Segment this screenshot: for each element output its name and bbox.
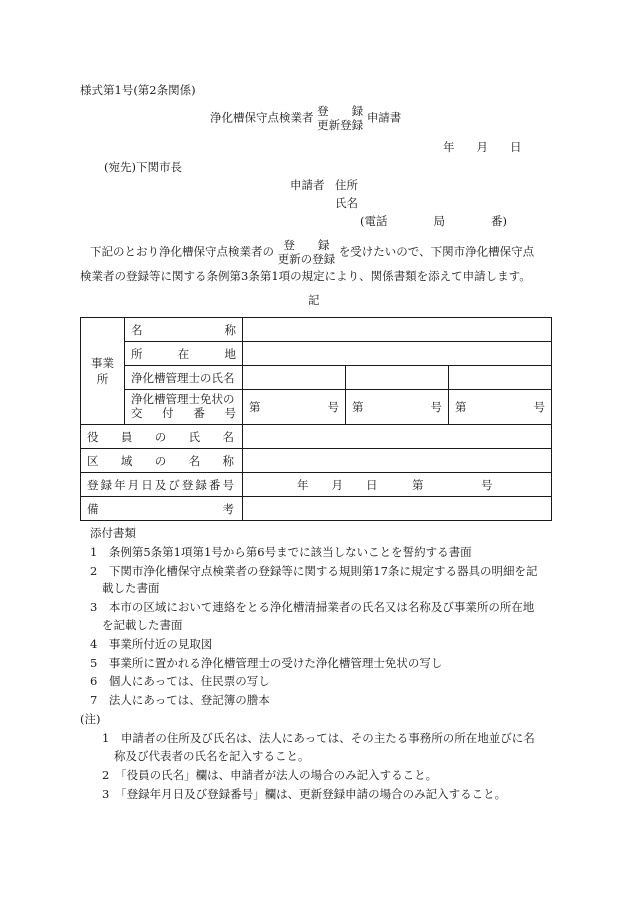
body-text-post: を受けたいので、下関市浄化槽保守点 [338,244,535,259]
row-label-location: 所 在 地 [125,342,243,366]
form-number: 様式第1号(第2条関係) [80,83,196,97]
license-number-field-2[interactable]: 第 号 [346,390,449,425]
office-group-label: 事業所 [81,318,125,425]
attachments-heading: 添付書類 [90,526,136,540]
officers-field[interactable] [243,425,552,449]
manager-name-field-2[interactable] [346,366,449,390]
remarks-field[interactable] [243,497,552,521]
row-label-remarks: 備 考 [81,497,243,521]
office-name-field[interactable] [243,318,552,342]
attachment-2: 2 下関市浄化槽保守点検業者の登録等に関する規則第17条に規定する器具の明細を記 [90,564,538,578]
applicant-name: 氏名 [335,196,358,210]
attachment-2-cont: 載した書面 [102,581,160,595]
attachment-3-cont: を記載した書面 [102,618,183,632]
attachment-5: 5 事業所に置かれる浄化槽管理士の受けた浄化槽管理士免状の写し [90,656,443,670]
attachment-1: 1 条例第5条第1項第1号から第6号までに該当しないことを誓約する書面 [90,545,472,559]
manager-name-field-1[interactable] [243,366,346,390]
note-1-cont: 称及び代表者の氏名を記入すること。 [114,749,310,763]
title-opt-renewal: 更新登録 [317,118,364,133]
addressee: (宛先)下関市長 [104,160,182,174]
license-number-field-3[interactable]: 第 号 [449,390,552,425]
applicant-address: 住所 [335,178,358,192]
title-suffix: 申請書 [366,110,402,125]
notes-heading: (注) [80,712,101,726]
body-text-pre: 下記のとおり浄化槽保守点検業者の [90,244,274,259]
ki-heading: 記 [308,293,320,307]
body-opt-renewal: 更新の登録 [277,252,336,267]
date-month: 月 [476,140,488,154]
row-label-registration-date: 登 録 年 月 日 及 び 登 録 番 号 [81,473,243,497]
area-field[interactable] [243,449,552,473]
attachment-4: 4 事業所付近の見取図 [90,637,213,651]
title-registration-choice [317,104,363,133]
body-registration-choice [278,238,336,267]
application-table [80,317,552,521]
applicant-label: 申請者 [290,178,325,192]
registration-date-field[interactable]: 年 月 日 第 号 [243,473,552,497]
attachment-7: 7 法人にあっては、登記簿の謄本 [90,693,270,707]
title-opt-register: 登 録 [317,104,364,118]
date-line [443,141,522,155]
body-line-1 [90,238,534,267]
row-label-name: 名 称 [125,318,243,342]
license-number-field-1[interactable]: 第 号 [243,390,346,425]
row-label-area: 区 域 の 名 称 [81,449,243,473]
note-3: 3 「登録年月日及び登録番号」欄は、更新登録申請の場合のみ記入すること。 [102,787,507,801]
body-line-2: 検業者の登録等に関する条例第3条第1項の規定により、関係書類を添えて申請します。 [80,269,531,283]
manager-name-field-3[interactable] [449,366,552,390]
note-2: 2 「役員の氏名」欄は、申請者が法人の場合のみ記入すること。 [102,768,438,782]
office-location-field[interactable] [243,342,552,366]
row-label-license-number: 浄化槽管理士免状の 交 付 番 号 [125,390,243,425]
date-year: 年 [443,140,455,154]
body-opt-register: 登 録 [283,238,330,252]
attachment-3: 3 本市の区域において連絡をとる浄化槽清掃業者の氏名又は名称及び事業所の所在地 [90,600,535,614]
date-day: 日 [510,140,522,154]
note-1: 1 申請者の住所及び氏名は、法人にあっては、その主たる事務所の所在地並びに名 [102,731,535,745]
attachment-6: 6 個人にあっては、住民票の写し [90,674,270,688]
row-label-officers: 役 員 の 氏 名 [81,425,243,449]
form-title [210,104,401,133]
row-label-manager-name: 浄化槽管理士の氏名 [125,366,243,390]
title-prefix: 浄化槽保守点検業者 [210,110,314,125]
applicant-phone: (電話 局 番) [360,214,507,228]
